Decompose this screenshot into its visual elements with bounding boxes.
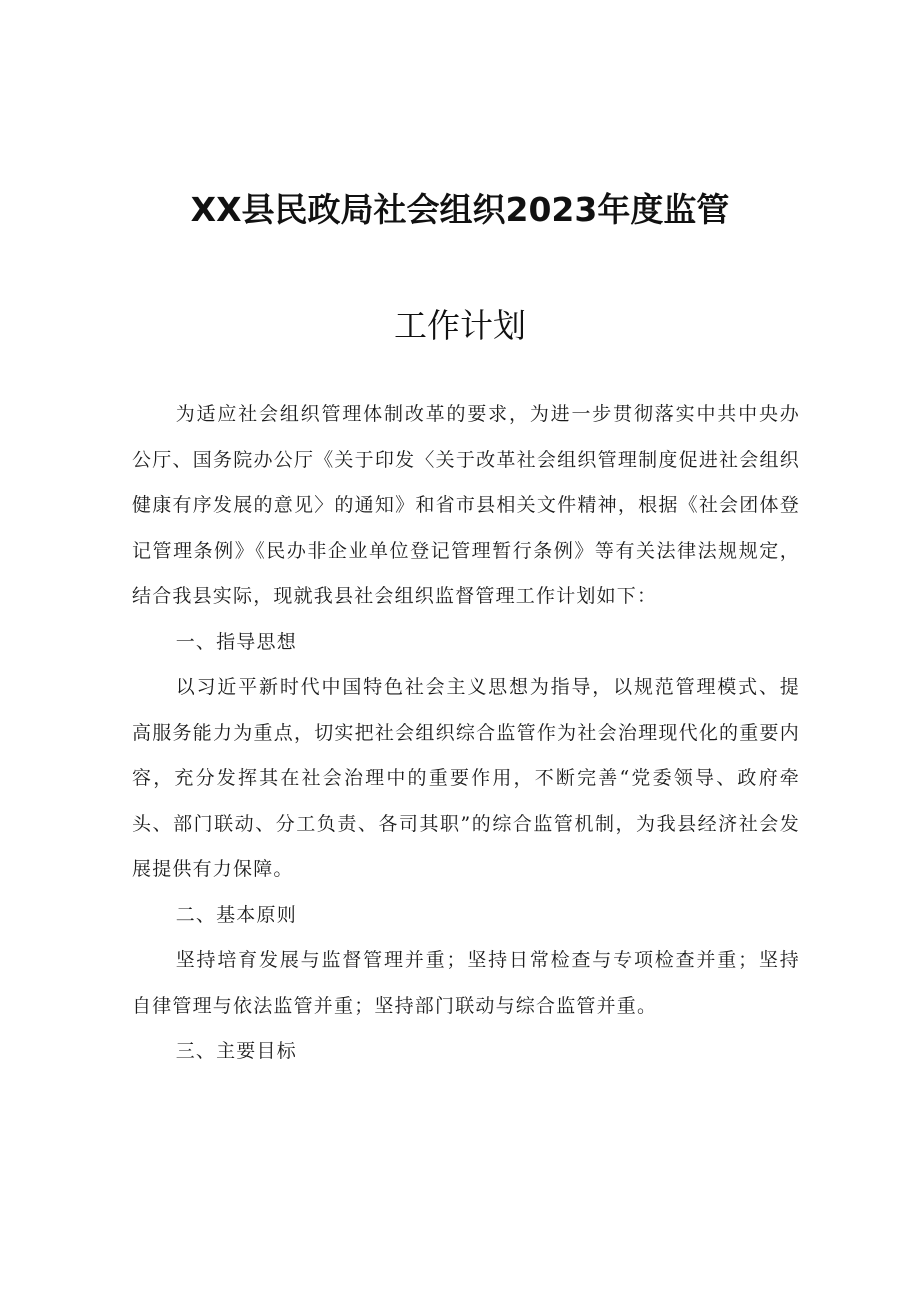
section-heading-main-goals: 三、主要目标 (175, 1040, 297, 1062)
section-paragraph-basic-principles: 坚持培育发展与监督管理并重；坚持日常检查与专项检查并重；坚持自律管理与依法监管并重；坚持部门联动与综合监管并重。 (132, 949, 800, 1017)
document-title-line-2: 工作计划 (394, 306, 526, 345)
document-title-line-1: XX县民政局社会组织2023年度监管 (190, 190, 730, 229)
section-heading-basic-principles: 二、基本原则 (175, 903, 297, 926)
section-paragraph-guiding-ideology: 以习近平新时代中国特色社会主义思想为指导，以规范管理模式、提高服务能力为重点，切实把社会组织综合监管作为社会治理现代化的重要内容，充分发挥其在社会治理中的重要作用，不断完善“党委领导、政府牵头、部门联动、分工负责、各司其职”的综合监管机制，为我县经济社会发展提供有力保障。 (132, 676, 800, 880)
document-body (132, 392, 800, 1075)
section-heading-guiding-ideology: 一、指导思想 (175, 630, 297, 653)
intro-paragraph: 为适应社会组织管理体制改革的要求，为进一步贯彻落实中共中央办公厅、国务院办公厅《关于印发〈关于改革社会组织管理制度促进社会组织健康有序发展的意见〉的通知》和省市县相关文件精神，根据《社会团体登记管理条例》《民办非企业单位登记管理暂行条例》等有关法律法规规定，结合我县实际，现就我县社会组织监督管理工作计划如下： (132, 403, 800, 607)
